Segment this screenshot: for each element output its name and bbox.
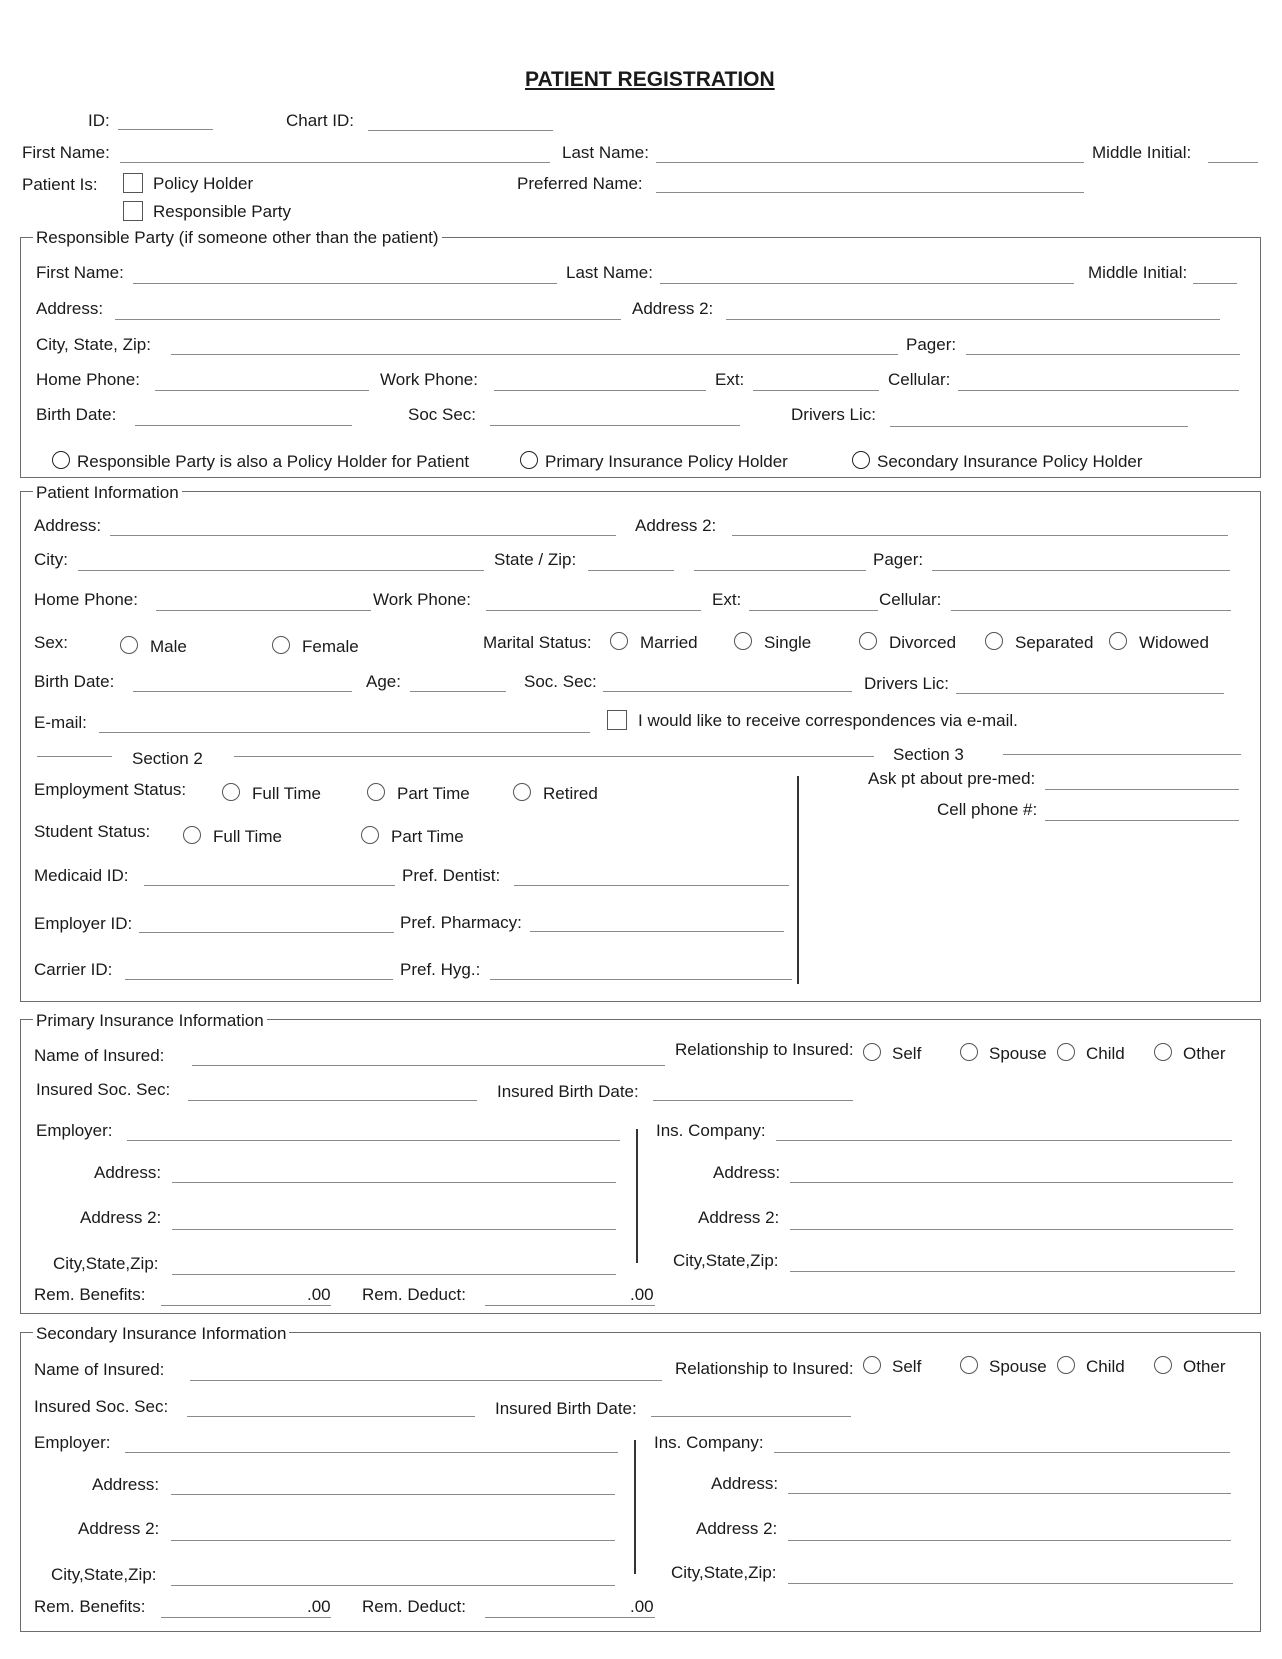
rp-also-policy-holder-radio[interactable] <box>52 451 70 469</box>
student-part-time-radio[interactable] <box>361 826 379 844</box>
pi-work-phone-label: Work Phone: <box>373 590 471 609</box>
pri-birth-date-label: Insured Birth Date: <box>497 1082 639 1101</box>
email-opt-in-checkbox[interactable] <box>607 710 627 730</box>
pri-rel-spouse-label: Spouse <box>989 1044 1047 1063</box>
chart-id-field[interactable] <box>368 130 553 131</box>
pi-drivers-lic-label: Drivers Lic: <box>864 674 950 693</box>
student-part-time-label: Part Time <box>391 827 464 846</box>
sec-rel-child-label: Child <box>1086 1357 1125 1376</box>
rp-address-label: Address: <box>36 299 104 318</box>
sec-rel-spouse-radio[interactable] <box>960 1356 978 1374</box>
employment-part-time-radio[interactable] <box>367 783 385 801</box>
pri-emp-address2-label: Address 2: <box>80 1208 162 1227</box>
email-opt-in-label: I would like to receive correspondences via e-mail. <box>638 711 1018 730</box>
medicaid-id-label: Medicaid ID: <box>34 866 129 885</box>
pri-rem-benefits-field[interactable] <box>161 1305 331 1306</box>
sec-emp-csz-label: City,State,Zip: <box>51 1565 157 1584</box>
sec-rem-benefits-field[interactable] <box>161 1617 331 1618</box>
pri-rel-other-label: Other <box>1183 1044 1226 1063</box>
patient-info-legend: Patient Information <box>33 484 182 501</box>
pri-ins-address-field[interactable] <box>790 1182 1233 1183</box>
rp-primary-holder-label: Primary Insurance Policy Holder <box>545 452 788 471</box>
pri-rel-self-radio[interactable] <box>863 1043 881 1061</box>
pri-employer-field[interactable] <box>127 1140 620 1141</box>
marital-divorced-label: Divorced <box>889 633 957 652</box>
pri-name-of-insured-field[interactable] <box>192 1065 665 1066</box>
rp-primary-holder-radio[interactable] <box>520 451 538 469</box>
rp-home-phone-field[interactable] <box>155 390 369 391</box>
sex-female-label: Female <box>302 637 359 656</box>
section2-label: Section 2 <box>132 749 203 768</box>
pri-ins-address2-label: Address 2: <box>698 1208 780 1227</box>
ask-premed-field[interactable] <box>1045 789 1239 790</box>
pi-birth-date-field[interactable] <box>133 691 352 692</box>
sec-ins-address-field[interactable] <box>788 1493 1231 1494</box>
marital-married-radio[interactable] <box>610 632 628 650</box>
pri-rel-self-label: Self <box>892 1044 922 1063</box>
pri-rel-child-label: Child <box>1086 1044 1125 1063</box>
sec-rel-child-radio[interactable] <box>1057 1356 1075 1374</box>
secondary-insurance-section <box>20 1332 1261 1632</box>
rp-middle-initial-field[interactable] <box>1193 283 1237 284</box>
pref-dentist-label: Pref. Dentist: <box>402 866 501 885</box>
last-name-field[interactable] <box>656 162 1084 163</box>
student-full-time-radio[interactable] <box>183 826 201 844</box>
first-name-label: First Name: <box>22 143 110 162</box>
rp-soc-sec-label: Soc Sec: <box>408 405 477 424</box>
sec-ins-address-label: Address: <box>711 1474 779 1493</box>
pri-employer-label: Employer: <box>36 1121 113 1140</box>
rp-work-phone-label: Work Phone: <box>380 370 478 389</box>
sec-rem-deduct-label: Rem. Deduct: <box>362 1597 466 1616</box>
sec-birth-date-field[interactable] <box>651 1416 851 1417</box>
responsible-party-checkbox[interactable] <box>123 201 143 221</box>
rp-soc-sec-field[interactable] <box>490 425 740 426</box>
pri-rem-deduct-label: Rem. Deduct: <box>362 1285 466 1304</box>
last-name-label: Last Name: <box>562 143 649 162</box>
secondary-insurance-legend: Secondary Insurance Information <box>33 1325 289 1342</box>
pi-zip-field[interactable] <box>694 570 866 571</box>
rp-ext-label: Ext: <box>715 370 745 389</box>
responsible-party-label: Responsible Party <box>153 202 291 221</box>
sec-rel-self-label: Self <box>892 1357 922 1376</box>
pri-emp-csz-field[interactable] <box>172 1274 616 1275</box>
sec-ins-company-label: Ins. Company: <box>654 1433 764 1452</box>
pi-pager-label: Pager: <box>873 550 924 569</box>
rp-work-phone-field[interactable] <box>494 390 706 391</box>
rp-pager-label: Pager: <box>906 335 957 354</box>
sec-ins-csz-label: City,State,Zip: <box>671 1563 777 1582</box>
sec-soc-sec-label: Insured Soc. Sec: <box>34 1397 169 1416</box>
pi-soc-sec-label: Soc. Sec: <box>524 672 597 691</box>
pref-pharmacy-field[interactable] <box>530 931 784 932</box>
marital-widowed-label: Widowed <box>1139 633 1209 652</box>
section2-divider-left <box>37 756 112 757</box>
sec-rem-deduct-cents: .00 <box>630 1597 654 1616</box>
pref-hyg-label: Pref. Hyg.: <box>400 960 481 979</box>
pi-ext-label: Ext: <box>712 590 742 609</box>
sec-relationship-label: Relationship to Insured: <box>675 1359 854 1378</box>
sec-ins-address2-field[interactable] <box>788 1540 1231 1541</box>
pi-ext-field[interactable] <box>749 610 878 611</box>
carrier-id-label: Carrier ID: <box>34 960 113 979</box>
middle-initial-field[interactable] <box>1208 162 1258 163</box>
sec-employer-field[interactable] <box>125 1452 618 1453</box>
pri-vertical-divider <box>636 1129 638 1263</box>
marital-separated-radio[interactable] <box>985 632 1003 650</box>
primary-insurance-legend: Primary Insurance Information <box>33 1012 267 1029</box>
pri-ins-address2-field[interactable] <box>790 1229 1233 1230</box>
pi-soc-sec-field[interactable] <box>603 691 852 692</box>
pri-rel-other-radio[interactable] <box>1154 1043 1172 1061</box>
sec-emp-address-field[interactable] <box>171 1494 615 1495</box>
sec-name-of-insured-field[interactable] <box>190 1380 662 1381</box>
primary-insurance-section <box>20 1019 1261 1314</box>
policy-holder-checkbox[interactable] <box>123 173 143 193</box>
rp-birth-date-field[interactable] <box>135 425 352 426</box>
pref-dentist-field[interactable] <box>514 885 789 886</box>
section2-divider-right <box>234 756 874 757</box>
sec-rem-deduct-field[interactable] <box>485 1617 655 1618</box>
pri-ins-csz-field[interactable] <box>790 1271 1235 1272</box>
student-status-label: Student Status: <box>34 822 151 841</box>
sec-ins-address2-label: Address 2: <box>696 1519 778 1538</box>
pi-age-field[interactable] <box>410 691 506 692</box>
rp-ext-field[interactable] <box>753 390 879 391</box>
medicaid-id-field[interactable] <box>144 885 395 886</box>
middle-initial-label: Middle Initial: <box>1092 143 1192 162</box>
sec-emp-csz-field[interactable] <box>171 1585 615 1586</box>
pri-birth-date-field[interactable] <box>653 1100 853 1101</box>
employer-id-label: Employer ID: <box>34 914 133 933</box>
ask-premed-label: Ask pt about pre-med: <box>868 769 1036 788</box>
rp-middle-initial-label: Middle Initial: <box>1088 263 1188 282</box>
pri-soc-sec-field[interactable] <box>188 1100 477 1101</box>
pi-home-phone-field[interactable] <box>156 610 371 611</box>
pi-drivers-lic-field[interactable] <box>956 693 1224 694</box>
pi-state-field[interactable] <box>588 570 674 571</box>
pi-cellular-field[interactable] <box>951 610 1231 611</box>
chart-id-label: Chart ID: <box>286 111 355 130</box>
sec-rel-other-label: Other <box>1183 1357 1226 1376</box>
pi-pager-field[interactable] <box>932 570 1230 571</box>
pri-ins-csz-label: City,State,Zip: <box>673 1251 779 1270</box>
rp-pager-field[interactable] <box>966 354 1240 355</box>
pri-emp-address-field[interactable] <box>172 1182 616 1183</box>
employment-retired-label: Retired <box>543 784 598 803</box>
rp-last-name-field[interactable] <box>660 283 1074 284</box>
pri-emp-csz-label: City,State,Zip: <box>53 1254 159 1273</box>
pi-email-field[interactable] <box>99 732 590 733</box>
rp-also-policy-holder-label: Responsible Party is also a Policy Holder for Patient <box>77 452 470 471</box>
sec-ins-csz-field[interactable] <box>788 1583 1233 1584</box>
sex-male-label: Male <box>150 637 187 656</box>
student-full-time-label: Full Time <box>213 827 282 846</box>
pi-cellular-label: Cellular: <box>879 590 942 609</box>
employment-retired-radio[interactable] <box>513 783 531 801</box>
sec-birth-date-label: Insured Birth Date: <box>495 1399 637 1418</box>
employment-status-label: Employment Status: <box>34 780 187 799</box>
id-field[interactable] <box>118 129 213 130</box>
pi-home-phone-label: Home Phone: <box>34 590 138 609</box>
marital-married-label: Married <box>640 633 698 652</box>
marital-single-radio[interactable] <box>734 632 752 650</box>
sex-male-radio[interactable] <box>120 636 138 654</box>
pri-emp-address2-field[interactable] <box>172 1229 616 1230</box>
pri-rel-spouse-radio[interactable] <box>960 1043 978 1061</box>
section3-label: Section 3 <box>893 745 964 764</box>
rp-home-phone-label: Home Phone: <box>36 370 140 389</box>
pi-age-label: Age: <box>366 672 401 691</box>
sec-emp-address2-field[interactable] <box>171 1540 615 1541</box>
pri-ins-company-label: Ins. Company: <box>656 1121 766 1140</box>
marital-single-label: Single <box>764 633 812 652</box>
pi-email-label: E-mail: <box>34 713 87 732</box>
patient-info-section <box>20 491 1261 1002</box>
pri-rem-benefits-cents: .00 <box>307 1285 331 1304</box>
rp-last-name-label: Last Name: <box>566 263 653 282</box>
sex-female-radio[interactable] <box>272 636 290 654</box>
sec-employer-label: Employer: <box>34 1433 111 1452</box>
first-name-field[interactable] <box>120 162 550 163</box>
marital-divorced-radio[interactable] <box>859 632 877 650</box>
rp-birth-date-label: Birth Date: <box>36 405 117 424</box>
responsible-party-legend: Responsible Party (if someone other than the patient) <box>33 229 442 246</box>
sec-emp-address-label: Address: <box>92 1475 160 1494</box>
employment-full-time-label: Full Time <box>252 784 321 803</box>
policy-holder-label: Policy Holder <box>153 174 254 193</box>
pri-soc-sec-label: Insured Soc. Sec: <box>36 1080 171 1099</box>
rp-drivers-lic-field[interactable] <box>890 426 1188 427</box>
sec-name-of-insured-label: Name of Insured: <box>34 1360 165 1379</box>
pri-ins-company-field[interactable] <box>776 1140 1232 1141</box>
sec-rel-self-radio[interactable] <box>863 1356 881 1374</box>
pi-address-field[interactable] <box>110 535 616 536</box>
rp-secondary-holder-radio[interactable] <box>852 451 870 469</box>
carrier-id-field[interactable] <box>125 979 393 980</box>
rp-drivers-lic-label: Drivers Lic: <box>791 405 877 424</box>
pi-work-phone-field[interactable] <box>486 610 701 611</box>
pri-rem-deduct-cents: .00 <box>630 1285 654 1304</box>
marital-widowed-radio[interactable] <box>1109 632 1127 650</box>
rp-secondary-holder-label: Secondary Insurance Policy Holder <box>877 452 1143 471</box>
rp-city-state-zip-field[interactable] <box>171 354 898 355</box>
rp-first-name-label: First Name: <box>36 263 124 282</box>
section3-divider <box>1003 754 1241 755</box>
sec-ins-company-field[interactable] <box>774 1452 1230 1453</box>
pri-rem-benefits-label: Rem. Benefits: <box>34 1285 146 1304</box>
pref-pharmacy-label: Pref. Pharmacy: <box>400 913 522 932</box>
rp-cellular-field[interactable] <box>958 390 1239 391</box>
pri-emp-address-label: Address: <box>94 1163 162 1182</box>
rp-cellular-label: Cellular: <box>888 370 951 389</box>
cell-phone-label: Cell phone #: <box>937 800 1038 819</box>
pri-name-of-insured-label: Name of Insured: <box>34 1046 165 1065</box>
pi-birth-date-label: Birth Date: <box>34 672 115 691</box>
preferred-name-label: Preferred Name: <box>517 174 643 193</box>
pi-address2-field[interactable] <box>732 535 1228 536</box>
employer-id-field[interactable] <box>139 932 394 933</box>
pri-ins-address-label: Address: <box>713 1163 781 1182</box>
pi-marital-label: Marital Status: <box>483 633 592 652</box>
sec-rem-benefits-cents: .00 <box>307 1597 331 1616</box>
preferred-name-field[interactable] <box>656 192 1084 193</box>
sec-rel-spouse-label: Spouse <box>989 1357 1047 1376</box>
pi-state-zip-label: State / Zip: <box>494 550 577 569</box>
id-label: ID: <box>88 111 110 130</box>
cell-phone-field[interactable] <box>1045 820 1239 821</box>
rp-address-field[interactable] <box>115 319 621 320</box>
rp-address2-label: Address 2: <box>632 299 714 318</box>
section-vertical-divider <box>797 776 799 984</box>
sec-rel-other-radio[interactable] <box>1154 1356 1172 1374</box>
pi-address2-label: Address 2: <box>635 516 717 535</box>
sec-rem-benefits-label: Rem. Benefits: <box>34 1597 146 1616</box>
pref-hyg-field[interactable] <box>490 979 792 980</box>
rp-first-name-field[interactable] <box>133 283 557 284</box>
pri-relationship-label: Relationship to Insured: <box>675 1040 854 1059</box>
page-title: PATIENT REGISTRATION <box>525 68 775 91</box>
marital-separated-label: Separated <box>1015 633 1094 652</box>
pri-rel-child-radio[interactable] <box>1057 1043 1075 1061</box>
pi-address-label: Address: <box>34 516 102 535</box>
sec-soc-sec-field[interactable] <box>187 1416 475 1417</box>
pi-sex-label: Sex: <box>34 633 69 652</box>
rp-city-state-zip-label: City, State, Zip: <box>36 335 151 354</box>
employment-part-time-label: Part Time <box>397 784 470 803</box>
employment-full-time-radio[interactable] <box>222 783 240 801</box>
patient-is-label: Patient Is: <box>22 175 98 194</box>
pi-city-field[interactable] <box>78 570 484 571</box>
sec-emp-address2-label: Address 2: <box>78 1519 160 1538</box>
pri-rem-deduct-field[interactable] <box>485 1305 655 1306</box>
sec-vertical-divider <box>634 1440 636 1574</box>
pi-city-label: City: <box>34 550 68 569</box>
rp-address2-field[interactable] <box>726 319 1220 320</box>
